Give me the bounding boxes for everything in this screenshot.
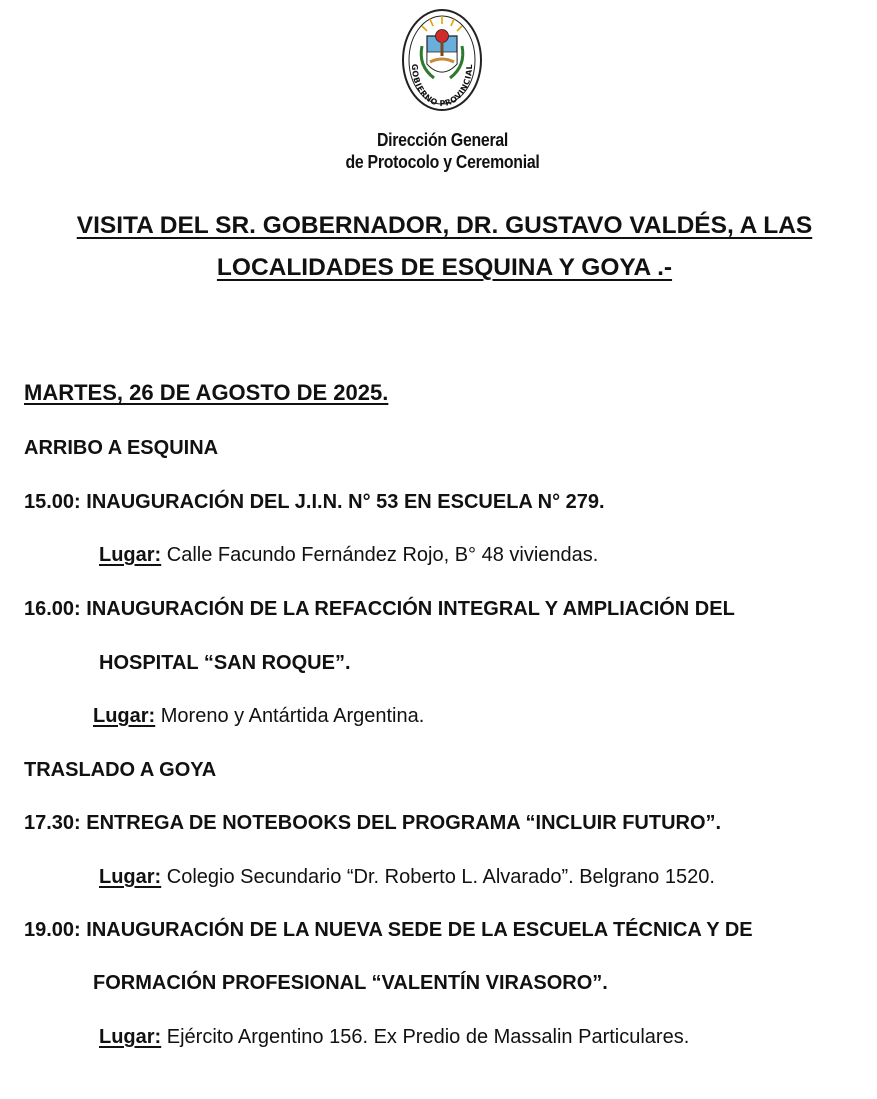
- event2-place: [93, 703, 424, 729]
- event3-place-value: Colegio Secundario “Dr. Roberto L. Alvarado”. Belgrano 1520.: [161, 866, 715, 888]
- event3-place: [99, 864, 715, 890]
- event2-title-line1: 16.00: INAUGURACIÓN DE LA REFACCIÓN INTEGRAL Y AMPLIACIÓN DEL: [24, 598, 735, 620]
- document-title-line2: LOCALIDADES DE ESQUINA Y GOYA .-: [216, 254, 673, 281]
- document-title-line1: VISITA DEL SR. GOBERNADOR, DR. GUSTAVO VALDÉS, A LAS: [76, 212, 813, 239]
- org-name-line1: Dirección General: [376, 130, 509, 150]
- event1-place-value: Calle Facundo Fernández Rojo, B° 48 viviendas.: [161, 544, 599, 566]
- event3-title: 17.30: ENTREGA DE NOTEBOOKS DEL PROGRAMA “INCLUIR FUTURO”.: [24, 812, 722, 834]
- agenda-date: MARTES, 26 DE AGOSTO DE 2025.: [24, 380, 389, 405]
- event2-place-value: Moreno y Antártida Argentina.: [155, 705, 425, 727]
- event4-title-line1: 19.00: INAUGURACIÓN DE LA NUEVA SEDE DE LA ESCUELA TÉCNICA Y DE: [24, 919, 753, 941]
- arrival-heading: ARRIBO A ESQUINA: [24, 437, 219, 459]
- event4-title-line2: FORMACIÓN PROFESIONAL “VALENTÍN VIRASORO”.: [93, 972, 608, 994]
- event1-place: [99, 542, 598, 568]
- event2-place-label: Lugar:: [93, 705, 156, 727]
- org-name-line2: de Protocolo y Ceremonial: [345, 152, 540, 172]
- seal-text: GOBIERNO PROVINCIAL: [409, 63, 475, 109]
- provincial-seal-icon: [400, 6, 484, 118]
- event4-place-label: Lugar:: [99, 1026, 162, 1048]
- transfer-heading: TRASLADO A GOYA: [24, 759, 217, 781]
- event2-title-line2: HOSPITAL “SAN ROQUE”.: [99, 652, 351, 674]
- event1-title: 15.00: INAUGURACIÓN DEL J.I.N. N° 53 EN ESCUELA N° 279.: [24, 491, 605, 513]
- event4-place-value: Ejército Argentino 156. Ex Predio de Massalin Particulares.: [161, 1026, 690, 1048]
- event4-place: [99, 1024, 689, 1050]
- event3-place-label: Lugar:: [99, 866, 162, 888]
- event1-place-label: Lugar:: [99, 544, 162, 566]
